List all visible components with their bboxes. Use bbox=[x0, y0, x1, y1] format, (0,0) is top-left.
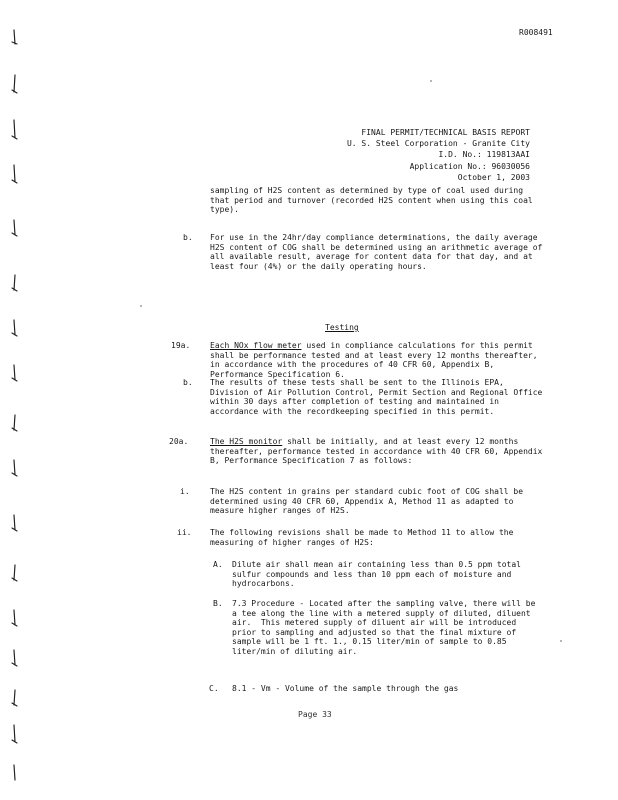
section-20a-text bbox=[210, 437, 548, 466]
subsection-i-text: The H2S content in grains per standard cubic foot of COG shall be determined using 40 CFR 60, Appendix A, Method 11 as adapted to measure higher ranges of H2S. bbox=[210, 487, 528, 516]
header-title: FINAL PERMIT/TECHNICAL BASIS REPORT bbox=[361, 128, 530, 137]
permit-header bbox=[347, 127, 530, 183]
document-id: R008491 bbox=[519, 28, 553, 37]
paragraph-b-text: For use in the 24hr/day compliance determinations, the daily average H2S content of COG shall be determined using an arithmetic average of all available result, average for content data for that day, and at least four (4%) or the daily operating hours. bbox=[210, 233, 548, 271]
item-marker: B. bbox=[213, 599, 223, 608]
underlined-term: The H2S monitor bbox=[210, 437, 283, 446]
paragraph-continuation: sampling of H2S content as determined by type of coal used during that period and turnover (recorded H2S content when using this coal type). bbox=[210, 186, 538, 215]
subsection-marker: ii. bbox=[177, 528, 192, 537]
item-marker: A. bbox=[213, 560, 223, 569]
scan-speck bbox=[430, 80, 432, 82]
header-id-number: I.D. No.: 119813AAI bbox=[438, 150, 530, 160]
scan-speck bbox=[560, 640, 562, 642]
header-company: U. S. Steel Corporation - Granite City bbox=[346, 139, 530, 149]
item-c-text: 8.1 - Vm - Volume of the sample through the gas bbox=[232, 684, 459, 693]
item-a-text: Dilute air shall mean air containing less than 0.5 ppm total sulfur compounds and less than 10 ppm each of moisture and hydrocarbons. bbox=[232, 560, 526, 589]
section-heading: Testing bbox=[325, 323, 359, 332]
section-19b-text: The results of these tests shall be sent to the Illinois EPA, Division of Air Pollution Control, Permit Section and Regional Office within 30 days after completion of testing and maintained in accordance with the recordkeeping specified in this permit. bbox=[210, 378, 548, 416]
section-body: used in compliance calculations for this permit shall be performance tested and at least every 12 months thereafter, in accordance with the procedures of 40 CFR 60, Appendix B, Performance Specification 6. bbox=[210, 341, 543, 379]
underlined-term: Each NOx flow meter bbox=[210, 341, 302, 350]
section-marker: 19a. bbox=[171, 341, 191, 350]
section-body: shall be initially, and at least every 12 months thereafter, performance tested in accordance with 40 CFR 60, Appendix B, Performance Specification 7 as follows: bbox=[210, 437, 548, 466]
item-marker: C. bbox=[209, 684, 219, 693]
margin-scan-marks bbox=[4, 20, 24, 790]
section-19a-text bbox=[210, 341, 545, 379]
header-application-number: Application No.: 96030056 bbox=[409, 161, 530, 171]
subsection-ii-text: The following revisions shall be made to Method 11 to allow the measuring of higher ranges of H2S: bbox=[210, 528, 519, 547]
section-marker: b. bbox=[183, 378, 193, 387]
margin-marks-svg bbox=[4, 20, 24, 790]
paragraph-marker: b. bbox=[183, 233, 193, 242]
section-marker: 20a. bbox=[169, 437, 189, 446]
item-b-text: 7.3 Procedure - Located after the sampling valve, there will be a tee along the line with a metered supply of diluted, diluent air. This metered supply of diluent air will be introduced prior to sampling and adjusted so that the final mixture of sample will be 1 ft. 1., 0.15 liter/min of sample to 0.85 liter/min of diluting air. bbox=[232, 599, 541, 656]
scan-speck bbox=[140, 305, 142, 307]
subsection-marker: i. bbox=[180, 487, 190, 496]
header-date: October 1, 2003 bbox=[457, 172, 530, 182]
page-number: Page 33 bbox=[298, 710, 332, 719]
